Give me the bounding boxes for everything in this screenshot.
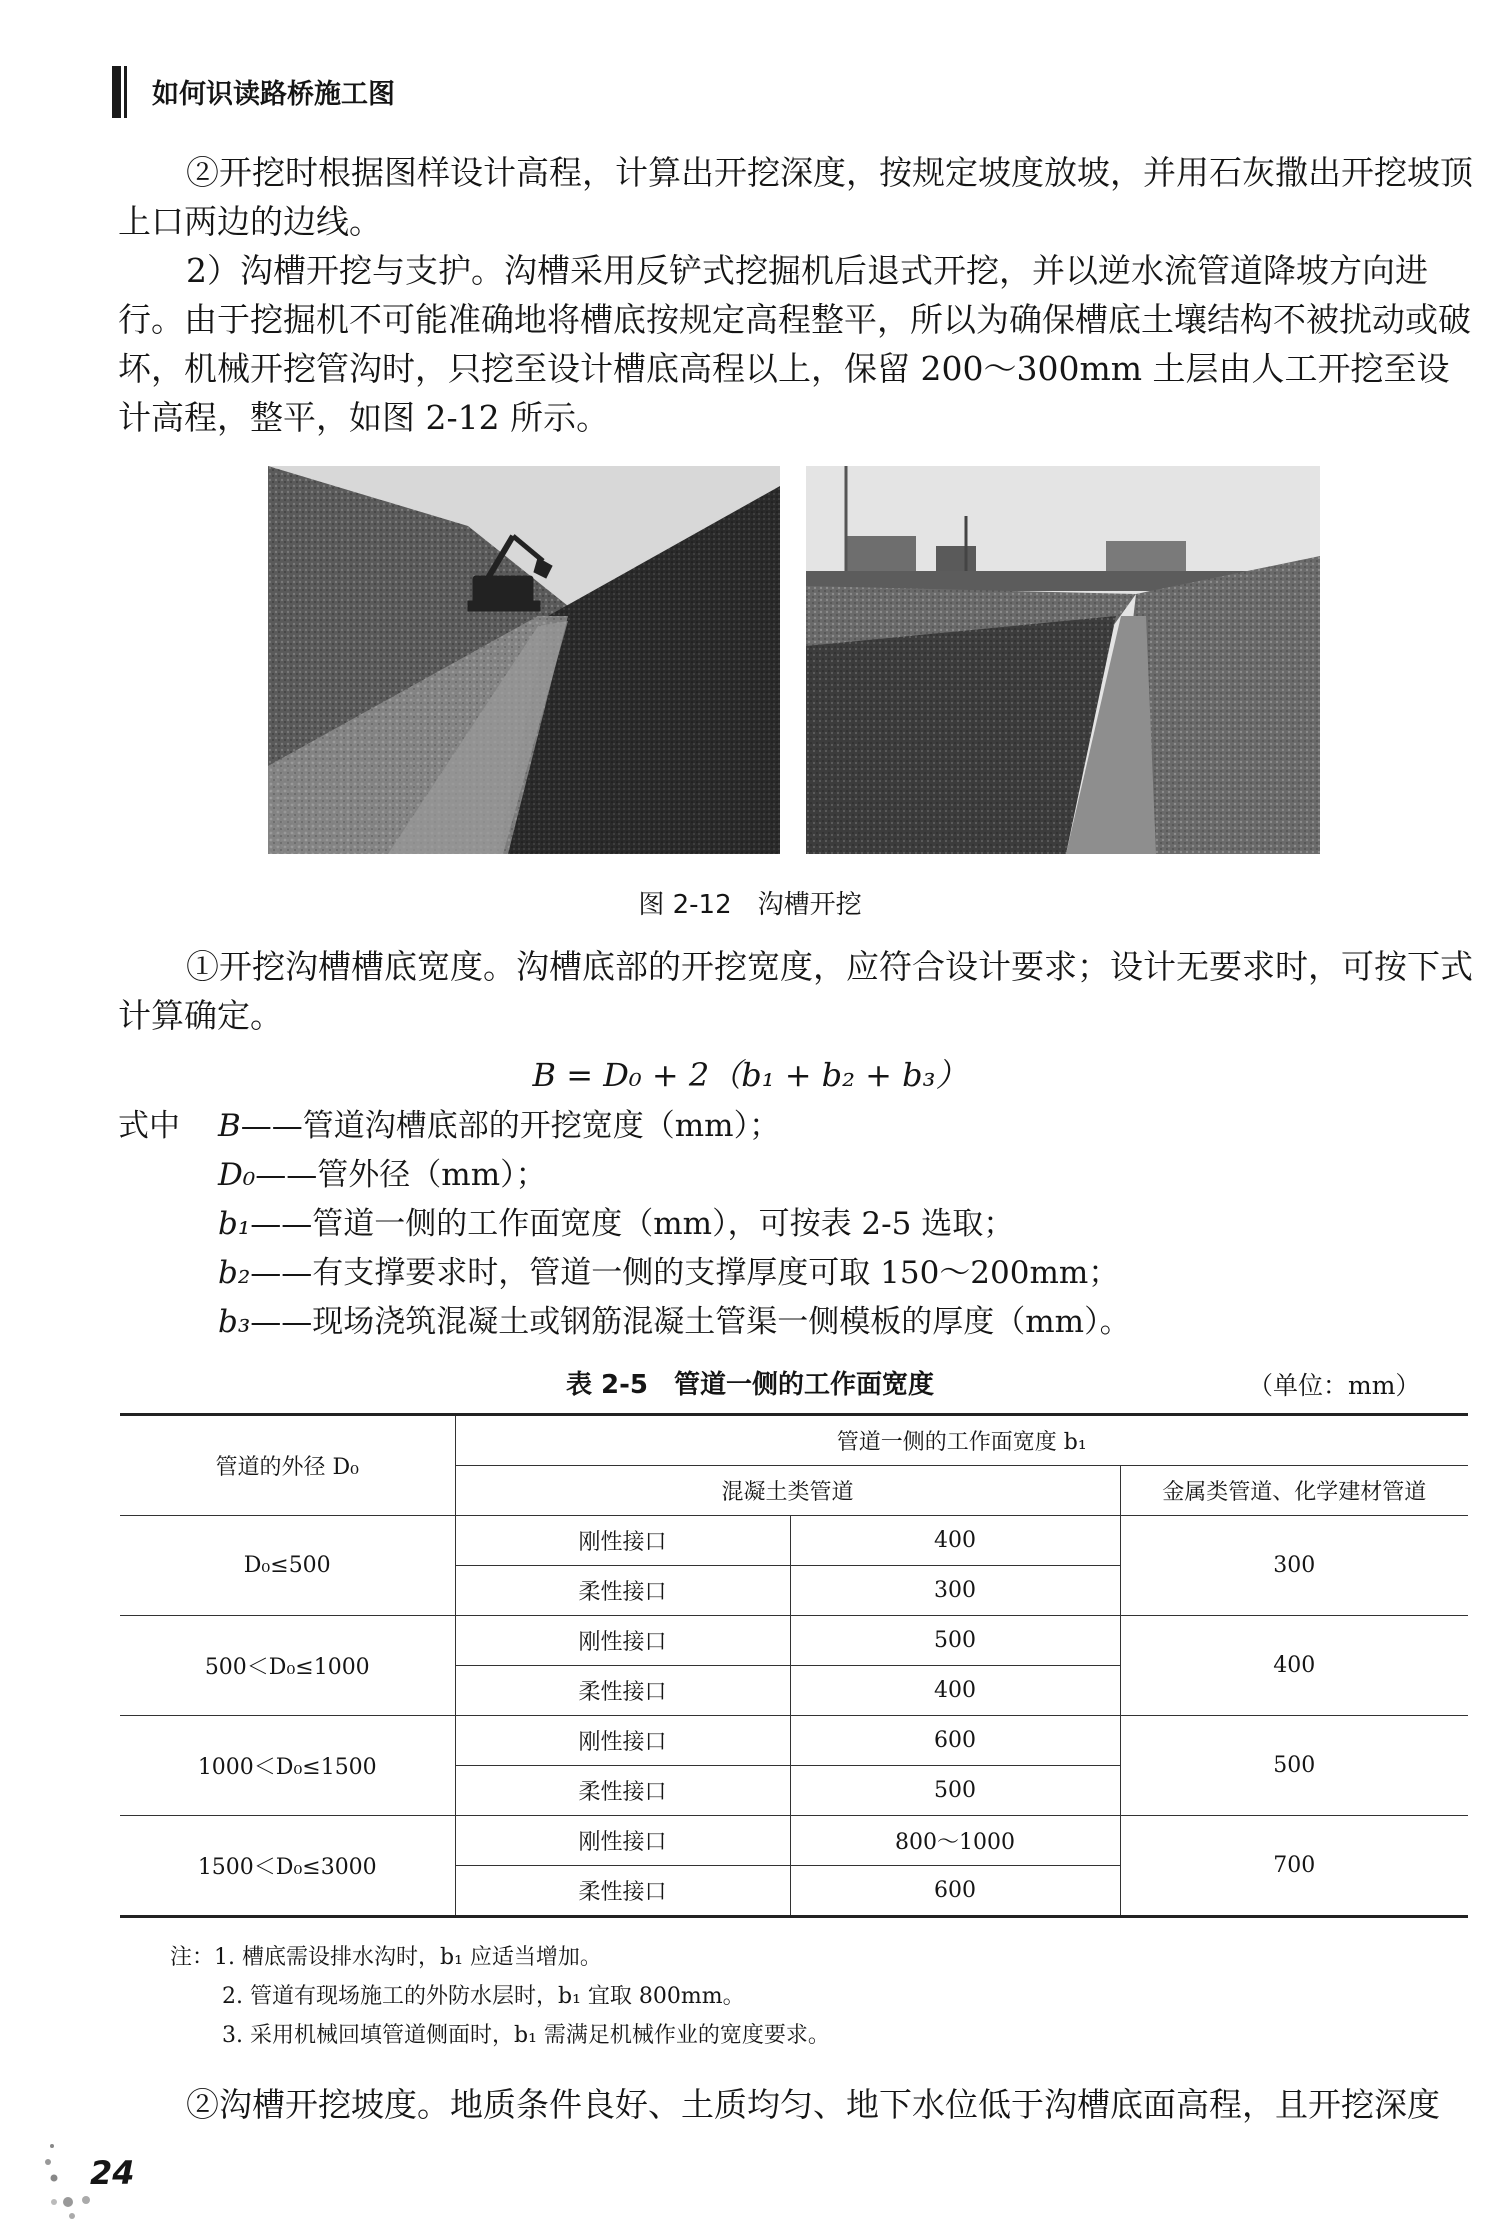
cell-joint-type: 刚性接口 xyxy=(455,1816,790,1866)
variable-def-line xyxy=(118,1102,1131,1151)
var-description: ——管道一侧的工作面宽度（mm），可按表 2-5 选取； xyxy=(250,1206,1015,1242)
cell-joint-type: 柔性接口 xyxy=(455,1666,790,1716)
cell-metal-value: 700 xyxy=(1120,1816,1468,1917)
paragraph-trench-excavation: 2）沟槽开挖与支护。沟槽采用反铲式挖掘机后退式开挖，并以逆水流管道降坡方向进行。由于挖掘机不可能准确地将槽底按规定高程整平，所以为确保槽底土壤结构不被扰动或破坏，机械开挖管沟时，只挖至设计槽底高程以上，保留 200～300mm 土层由人工开挖至设计高程，整平，如图 2-12 所示。 xyxy=(118,251,1471,437)
cell-width-value: 500 xyxy=(790,1616,1120,1666)
header-working-width: 管道一侧的工作面宽度 b₁ xyxy=(455,1415,1468,1466)
var-symbol: B xyxy=(218,1108,241,1144)
trench-photo-right xyxy=(806,466,1320,854)
cell-metal-value: 300 xyxy=(1120,1516,1468,1616)
cell-metal-value: 400 xyxy=(1120,1616,1468,1716)
table-note-text: 3. 采用机械回填管道侧面时，b₁ 需满足机械作业的宽度要求。 xyxy=(222,2023,830,2048)
cell-diameter-range: 500＜D₀≤1000 xyxy=(120,1616,455,1716)
cell-joint-type: 柔性接口 xyxy=(455,1866,790,1917)
cell-metal-value: 500 xyxy=(1120,1716,1468,1816)
table-header-row xyxy=(120,1415,1468,1466)
var-lead-label: 式中 xyxy=(118,1108,180,1144)
var-description: ——有支撑要求时，管道一侧的支撑厚度可取 150～200mm； xyxy=(250,1255,1120,1291)
table-note xyxy=(170,1977,830,2016)
cell-joint-type: 刚性接口 xyxy=(455,1616,790,1666)
variable-def-line xyxy=(118,1249,1131,1298)
page-number: 24 xyxy=(90,2154,135,2192)
table-row xyxy=(120,1516,1468,1566)
cell-joint-type: 刚性接口 xyxy=(455,1716,790,1766)
header-concrete-pipe: 混凝土类管道 xyxy=(455,1466,1120,1516)
table-row xyxy=(120,1816,1468,1866)
variable-def-line xyxy=(118,1200,1131,1249)
working-width-table xyxy=(120,1413,1468,1918)
table-row xyxy=(120,1616,1468,1666)
cell-width-value: 300 xyxy=(790,1566,1120,1616)
var-description: ——管道沟槽底部的开挖宽度（mm）； xyxy=(240,1108,781,1144)
variable-def-line xyxy=(118,1151,1131,1200)
var-symbol: b₃ xyxy=(218,1304,251,1340)
header-metal-pipe: 金属类管道、化学建材管道 xyxy=(1120,1466,1468,1516)
cell-joint-type: 刚性接口 xyxy=(455,1516,790,1566)
cell-diameter-range: D₀≤500 xyxy=(120,1516,455,1616)
var-symbol: b₂ xyxy=(218,1255,251,1291)
paragraph-trench-slope: ②沟槽开挖坡度。地质条件良好、土质均匀、地下水位低于沟槽底面高程，且开挖深度 xyxy=(186,2085,1440,2124)
cell-width-value: 600 xyxy=(790,1866,1120,1917)
cell-width-value: 600 xyxy=(790,1716,1120,1766)
header-bar-decoration-thin xyxy=(124,66,127,118)
cell-joint-type: 柔性接口 xyxy=(455,1766,790,1816)
table-note: 注：1. 槽底需设排水沟时，b₁ 应适当增加。 xyxy=(170,1945,602,1970)
cell-width-value: 800～1000 xyxy=(790,1816,1120,1866)
var-symbol: b₁ xyxy=(218,1206,251,1242)
trench-photo-left xyxy=(268,466,780,854)
header-outer-diameter: 管道的外径 D₀ xyxy=(120,1415,455,1516)
table-note-text: 2. 管道有现场施工的外防水层时，b₁ 宜取 800mm。 xyxy=(222,1984,745,2009)
table-notes xyxy=(170,1938,830,2055)
paragraph-excavation-elevation: ②开挖时根据图样设计高程，计算出开挖深度，按规定坡度放坡，并用石灰撒出开挖坡顶上口两边的边线。 xyxy=(118,153,1473,241)
cell-width-value: 500 xyxy=(790,1766,1120,1816)
cell-width-value: 400 xyxy=(790,1666,1120,1716)
var-symbol: D₀ xyxy=(218,1157,256,1193)
var-description: ——管外径（mm）； xyxy=(255,1157,547,1193)
table-row xyxy=(120,1716,1468,1766)
table-unit: （单位：mm） xyxy=(1248,1371,1421,1400)
formula-trench-width: B = D₀ + 2（b₁ + b₂ + b₃） xyxy=(532,1056,968,1094)
table-note xyxy=(170,2016,830,2055)
variable-definitions xyxy=(118,1102,1131,1347)
table-title: 表 2-5 管道一侧的工作面宽度 xyxy=(565,1370,935,1400)
cell-joint-type: 柔性接口 xyxy=(455,1566,790,1616)
variable-def-line xyxy=(118,1298,1131,1347)
paragraph-trench-width: ①开挖沟槽槽底宽度。沟槽底部的开挖宽度，应符合设计要求；设计无要求时，可按下式计算确定。 xyxy=(118,947,1473,1035)
var-description: ——现场浇筑混凝土或钢筋混凝土管渠一侧模板的厚度（mm）。 xyxy=(250,1304,1131,1340)
header-bar-decoration xyxy=(112,66,121,118)
cell-width-value: 400 xyxy=(790,1516,1120,1566)
cell-diameter-range: 1000＜D₀≤1500 xyxy=(120,1716,455,1816)
book-title: 如何识读路桥施工图 xyxy=(152,79,395,110)
cell-diameter-range: 1500＜D₀≤3000 xyxy=(120,1816,455,1917)
figure-caption: 图 2-12 沟槽开挖 xyxy=(638,890,862,920)
